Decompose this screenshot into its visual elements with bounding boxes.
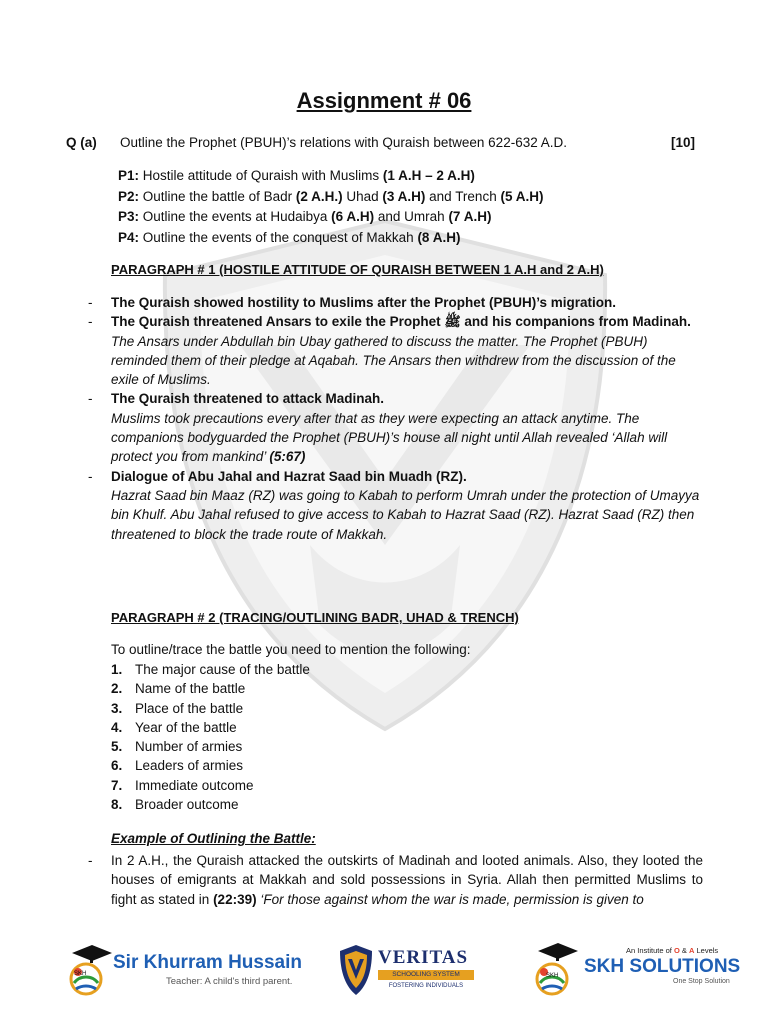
- footer: [0, 935, 768, 1005]
- sir-khurram-hussain-logo: [66, 939, 306, 997]
- question-text: Outline the Prophet (PBUH)’s relations with Quraish between 622-632 A.D.: [120, 135, 567, 150]
- paragraph-1-bullets: [88, 293, 703, 544]
- paragraph-2-heading: PARAGRAPH # 2 (TRACING/OUTLINING BADR, UHAD & TRENCH): [111, 610, 519, 625]
- left-logo-tagline: Teacher: A child's third parent.: [166, 976, 293, 987]
- point-item: P4: Outline the events of the conquest of Makkah (8 A.H): [118, 229, 461, 245]
- example-heading: Example of Outlining the Battle:: [111, 831, 316, 846]
- veritas-logo: [338, 943, 480, 999]
- svg-text:SKH: SKH: [74, 971, 87, 977]
- veritas-shield-icon: [338, 943, 374, 997]
- bullet-item: - The Quraish threatened Ansars to exile the Prophet ﷺ and his companions from Madinah. The Ansars under Abdullah bin Ubay gathered to discuss the matter. The Prophet (PBUH) reminded them of their pledge at Aqabah. The Ansars then withdrew from the discussion of the exile of Muslims.: [88, 314, 691, 388]
- left-logo-name: Sir Khurram Hussain: [113, 952, 302, 973]
- list-item: 4. Year of the battle: [111, 719, 237, 735]
- skh-solutions-logo: [528, 937, 741, 999]
- bullet-detail: Hazrat Saad bin Maaz (RZ) was going to Kabah to perform Umrah under the protection of Umayya bin Khulf. Abu Jahal refused to give access to Kabah to Hazrat Saad (RZ). Hazrat Saad (RZ) then threatened to block the trade route of Makkah.: [111, 487, 700, 542]
- skh-emblem-icon: [66, 939, 112, 997]
- right-logo-name: SKH SOLUTIONS: [584, 956, 741, 977]
- question-marks: [10]: [671, 135, 696, 150]
- list-item: 5. Number of armies: [111, 739, 243, 755]
- bullet-item: - The Quraish showed hostility to Muslims after the Prophet (PBUH)’s migration.: [88, 295, 617, 310]
- list-item: 1. The major cause of the battle: [111, 662, 310, 677]
- list-item: 2. Name of the battle: [111, 681, 246, 697]
- example-text: In 2 A.H., the Quraish attacked the outskirts of Madinah and looted animals. Also, they looted the houses of emigrants at Makkah and sold possessions in Syria. Allah then permitted Muslims to fight as stated in: [111, 853, 703, 907]
- page-title: Assignment # 06: [296, 88, 472, 113]
- bullet-detail: Muslims took precautions every after that as they were expecting an attack anytime. The companions bodyguarded the Prophet (PBUH)’s house all night until Allah revealed ‘Allah will protect you from mankind’: [111, 410, 668, 465]
- question-label: Q (a): [66, 135, 97, 150]
- document-page: Assignment # 06 Q (a) Outline the Prophet (PBUH)’s relations with Quraish between 622-632 A.D. [10] P1: Hostile attitude of Quraish with Muslims (1 A.H – 2 A.H) P2: Outline the battle of Badr (2 A.H.) Uhad (3 A.H) and Trench (5 A.H) P3: Outline the events at Hudaibya (6 A.H) and Umrah (7 A.H) P4: Outline the events of the conquest of Makkah (8 A.H) PARAGRAPH # 1 (HOSTILE ATTITUDE OF QURAISH BETWEEN 1 A.H and 2 A.H) - The Quraish showed hostility to Muslims after the Prophet (PBUH)’s migration. - The Quraish threatened Ansars to exile the Prophet ﷺ and his companions from Madinah. The Ansars under Abdullah bin Ubay gathered to discuss the matter. The Prophet (PBUH) reminded them of their pledge at Aqabah. The Ansars then withdrew from the discussion of the exile of Muslims. - The Quraish threatened to attack Madinah. Muslims took precautions every after that as they were expecting an attack anytime. The companions bodyguarded the Prophet (PBUH)’s house all night until Allah revealed ‘Allah will protect you from mankind’ (5:67) - Dialogue of Abu Jahal and Hazrat Saad bin Muadh (RZ). Hazrat Saad bin Maaz (RZ) was going to Kabah to perform Umrah under the protection of Umayya bin Khulf. Abu Jahal refused to give access to Kabah to Hazrat Saad (RZ). Hazrat Saad (RZ) then threatened to block the trade route of Makkah. PARAGRAPH # 2 (TRACING/OUTLINING BADR, UHAD & TRENCH) To outline/trace the battle you need to mention the following: 1. The major cause of the battle 2. Name of the battle 3. Place of the battle 4. Year of the battle 5. Number of armies 6. Leaders of armies 7. Immediate outcome 8. Broader outcome Example of Outlining the Battle: - In 2 A.H., the Quraish attacked the outskirts of Madinah and looted animals. Also, they looted the houses of emigrants at Makkah and sold possessions in Syria. Allah then permitted Muslims to fight as stated in (22:39) ‘For those against whom the war is made, permission is given to SKH Sir Khurram Hussain Teacher: A child's third parent. VERITAS SCHOOLING SYSTEM FOSTERING INDIVIDUALS SKH An Institute of O & A Levels SKH SOLUTIONS One Stop Solution: [0, 0, 768, 1024]
- bullet-detail: The Ansars under Abdullah bin Ubay gathered to discuss the matter. The Prophet (PBUH) reminded them of their pledge at Aqabah. The Ansars then withdrew from the discussion of the exile of Muslims.: [111, 333, 676, 388]
- bullet-item: - Dialogue of Abu Jahal and Hazrat Saad bin Muadh (RZ). Hazrat Saad bin Maaz (RZ) was going to Kabah to perform Umrah under the protection of Umayya bin Khulf. Abu Jahal refused to give access to Kabah to Hazrat Saad (RZ). Hazrat Saad (RZ) then threatened to block the trade route of Makkah.: [88, 468, 700, 542]
- list-item: 6. Leaders of armies: [111, 758, 244, 774]
- paragraph-2-intro: To outline/trace the battle you need to mention the following:: [111, 642, 471, 657]
- point-item: P3: Outline the events at Hudaibya (6 A.H) and Umrah (7 A.H): [118, 209, 492, 225]
- list-item: 7. Immediate outcome: [111, 777, 254, 793]
- outline-list: [111, 660, 310, 814]
- svg-text:SKH: SKH: [546, 973, 559, 979]
- right-logo-institute: An Institute of O & A Levels: [626, 946, 719, 955]
- point-item: P2: Outline the battle of Badr (2 A.H.) Uhad (3 A.H) and Trench (5 A.H): [118, 188, 544, 204]
- points-list: [118, 166, 543, 248]
- paragraph-1-heading: PARAGRAPH # 1 (HOSTILE ATTITUDE OF QURAISH BETWEEN 1 A.H and 2 A.H): [111, 262, 604, 277]
- right-logo-tagline: One Stop Solution: [673, 978, 730, 985]
- skh-solutions-emblem-icon: [528, 937, 580, 997]
- point-item: P1: Hostile attitude of Quraish with Muslims (1 A.H – 2 A.H): [118, 168, 475, 183]
- bullet-item: - The Quraish threatened to attack Madinah. Muslims took precautions every after that as they were expecting an attack anytime. The companions bodyguarded the Prophet (PBUH)’s house all night until Allah revealed ‘Allah will protect you from mankind’ (5:67): [88, 391, 668, 465]
- veritas-name: VERITAS: [378, 947, 469, 968]
- veritas-subtitle: SCHOOLING SYSTEM: [392, 971, 460, 978]
- list-item: 3. Place of the battle: [111, 700, 244, 716]
- list-item: 8. Broader outcome: [111, 797, 239, 813]
- veritas-tagline: FOSTERING INDIVIDUALS: [388, 983, 464, 989]
